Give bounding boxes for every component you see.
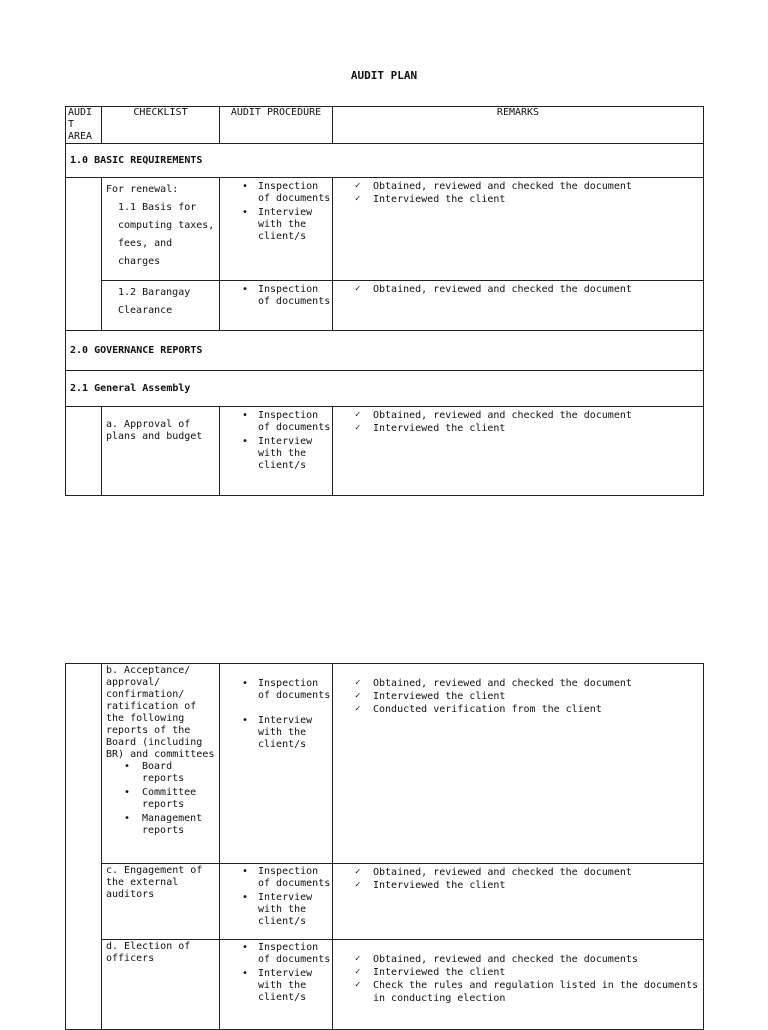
section-governance-reports: 2.0 GOVERNANCE REPORTS — [66, 331, 704, 371]
procedure-cell — [220, 178, 333, 281]
section-basic-requirements: 1.0 BASIC REQUIREMENTS — [66, 144, 704, 178]
section-row — [66, 371, 704, 407]
header-checklist: CHECKLIST — [102, 107, 220, 144]
table-row — [66, 178, 704, 281]
remark-item: ✓ Obtained, reviewed and checked the documents — [333, 953, 703, 966]
report-item: • Management reports — [106, 813, 215, 837]
procedure-item: • Inspection of documents — [220, 866, 332, 890]
table-row — [66, 940, 704, 1030]
procedure-item: • Inspection of documents — [220, 678, 332, 702]
report-item: • Board reports — [106, 761, 215, 785]
procedure-cell — [220, 940, 333, 1030]
procedure-item: • Interview with the client/s — [220, 892, 332, 928]
remark-item: ✓ Check the rules and regulation listed in the documents in conducting election — [333, 979, 703, 1005]
checklist-text: d. Election of officers — [106, 941, 191, 964]
procedure-item: • Inspection of documents — [220, 942, 332, 966]
procedure-item: • Interview with the client/s — [220, 207, 332, 243]
audit-area-cell — [66, 407, 102, 496]
checklist-text: b. Acceptance/ approval/ confirmation/ ratification of the following reports of the Board (including BR) and committees — [106, 665, 215, 760]
table-row — [66, 407, 704, 496]
remark-item: ✓ Obtained, reviewed and checked the document — [333, 866, 703, 879]
procedure-item: • Inspection of documents — [220, 181, 332, 205]
remark-item: ✓ Interviewed the client — [333, 422, 703, 435]
procedure-cell — [220, 407, 333, 496]
remark-item: ✓ Interviewed the client — [333, 966, 703, 979]
checklist-text: c. Engagement of the external auditors — [106, 865, 203, 900]
remark-item: ✓ Obtained, reviewed and checked the document — [333, 283, 703, 296]
checklist-cell — [102, 178, 220, 281]
checklist-cell — [102, 407, 220, 496]
table-row — [66, 281, 704, 331]
procedure-cell — [220, 664, 333, 864]
remark-item: ✓ Interviewed the client — [333, 690, 703, 703]
checklist-cell — [102, 281, 220, 331]
header-audit-area: AUDI T AREA — [66, 107, 102, 144]
procedure-item: • Interview with the client/s — [220, 436, 332, 472]
remark-item: ✓ Interviewed the client — [333, 193, 703, 206]
header-row — [66, 107, 704, 144]
procedure-item: • Interview with the client/s — [220, 968, 332, 1004]
remarks-cell — [333, 864, 704, 940]
procedure-item: • Interview with the client/s — [220, 715, 332, 751]
procedure-item: • Inspection of documents — [220, 410, 332, 434]
remark-item: ✓ Obtained, reviewed and checked the document — [333, 677, 703, 690]
remark-item: ✓ Obtained, reviewed and checked the document — [333, 180, 703, 193]
header-remarks: REMARKS — [333, 107, 704, 144]
checklist-text: For renewal: — [106, 184, 179, 195]
audit-area-cell — [66, 664, 102, 1030]
page-title: AUDIT PLAN — [350, 69, 418, 82]
audit-plan-table-continued — [65, 663, 704, 1030]
report-item: • Committee reports — [106, 787, 215, 811]
procedure-item: • Inspection of documents — [220, 284, 332, 308]
remark-item: ✓ Conducted verification from the client — [333, 703, 703, 716]
header-audit-procedure: AUDIT PROCEDURE — [220, 107, 333, 144]
table-row — [66, 664, 704, 864]
remark-item: ✓ Interviewed the client — [333, 879, 703, 892]
remarks-cell — [333, 940, 704, 1030]
checklist-text: 1.1 Basis for computing taxes, fees, and charges — [118, 202, 215, 267]
section-row — [66, 331, 704, 371]
remark-item: ✓ Obtained, reviewed and checked the document — [333, 409, 703, 422]
audit-area-cell — [66, 178, 102, 331]
remarks-cell — [333, 281, 704, 331]
remarks-cell — [333, 664, 704, 864]
procedure-cell — [220, 281, 333, 331]
checklist-text: a. Approval of plans and budget — [106, 419, 203, 442]
checklist-cell — [102, 864, 220, 940]
remarks-cell — [333, 178, 704, 281]
audit-plan-table — [65, 106, 704, 496]
table-row — [66, 864, 704, 940]
checklist-cell — [102, 940, 220, 1030]
procedure-cell — [220, 864, 333, 940]
remarks-cell — [333, 407, 704, 496]
section-general-assembly: 2.1 General Assembly — [66, 371, 704, 407]
checklist-text: 1.2 Barangay Clearance — [118, 287, 191, 316]
checklist-cell — [102, 664, 220, 864]
section-row — [66, 144, 704, 178]
